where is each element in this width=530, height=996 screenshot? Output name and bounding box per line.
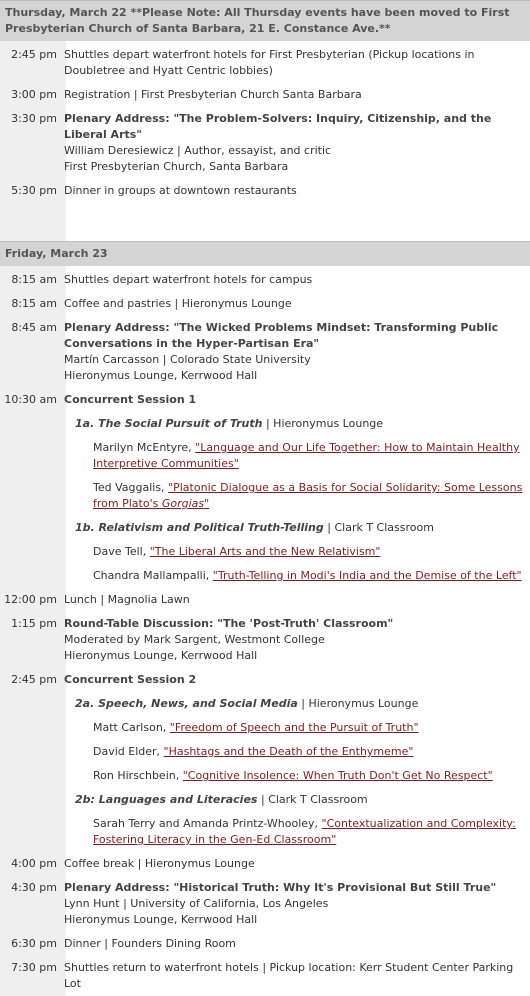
event-location: First Presbyterian Church, Santa Barbara (64, 160, 289, 173)
talk-link[interactable]: "Freedom of Speech and the Pursuit of Truth" (169, 721, 419, 734)
event-row (0, 107, 530, 179)
event-text: Registration | First Presbyterian Church Santa Barbara (64, 88, 362, 101)
subsession-title: 2b: Languages and Literacies (75, 793, 258, 806)
event-title: Plenary Address: "Historical Truth: Why It's Provisional But Still True" (64, 881, 497, 894)
subsession-room: | Clark T Classroom (257, 793, 368, 806)
day-header-thursday: Thursday, March 22 **Please Note: All Thursday events have been moved to First Presbyterian Church of Santa Barbara, 21 E. Constance Ave.** (0, 0, 530, 41)
event-row (0, 292, 530, 316)
event-text: Shuttles return to waterfront hotels | Pickup location: Kerr Student Center Parking Lot (64, 961, 514, 990)
talk-row (0, 476, 530, 516)
event-text: Shuttles depart waterfront hotels for First Presbyterian (Pickup locations in Doubletree and Hyatt Centric lobbies) (64, 48, 475, 77)
event-row (0, 932, 530, 956)
talk-speaker: David Elder, (93, 745, 164, 758)
day-header-friday: Friday, March 23 (0, 241, 530, 266)
event-location: Hieronymus Lounge, Kerrwood Hall (64, 913, 258, 926)
talk-link[interactable]: "The Liberal Arts and the New Relativism" (149, 545, 381, 558)
subsession-row (0, 516, 530, 540)
talk-speaker: Matt Carlson, (93, 721, 170, 734)
talk-speaker: Marilyn McEntyre, (93, 441, 196, 454)
event-title: Plenary Address: "The Wicked Problems Mindset: Transforming Public Conversations in the Hyper-Partisan Era" (64, 321, 499, 350)
talk-link-close[interactable]: " (204, 497, 210, 510)
event-row (0, 612, 530, 668)
event-row (0, 668, 530, 692)
event-time: 8:15 am (11, 273, 57, 286)
event-time: 4:00 pm (11, 857, 57, 870)
talk-link[interactable]: "Truth-Telling in Modi's India and the Demise of the Left" (212, 569, 522, 582)
event-title: Round-Table Discussion: "The 'Post-Truth' Classroom" (64, 617, 394, 630)
event-location: Hieronymus Lounge, Kerrwood Hall (64, 369, 258, 382)
talk-link[interactable]: "Cognitive Insolence: When Truth Don't Get No Respect" (182, 769, 493, 782)
event-time: 2:45 pm (11, 48, 57, 61)
day-thursday (0, 0, 530, 241)
event-row (0, 588, 530, 612)
event-row (0, 316, 530, 388)
event-row (0, 268, 530, 292)
subsession-room: | Hieronymus Lounge (262, 417, 384, 430)
event-row (0, 388, 530, 412)
day-friday (0, 241, 530, 996)
event-speaker: Lynn Hunt | University of California, Los Angeles (64, 897, 329, 910)
event-time: 8:15 am (11, 297, 57, 310)
event-time: 7:30 pm (11, 961, 57, 974)
subsession-row (0, 692, 530, 716)
talk-link[interactable]: "Contextualization and Complexity: Fostering Literacy in the Gen-Ed Classroom" (93, 817, 516, 846)
talk-speaker: Sarah Terry and Amanda Printz-Whooley, (93, 817, 322, 830)
event-row (0, 852, 530, 876)
talk-row (0, 540, 530, 564)
event-time: 1:15 pm (11, 617, 57, 630)
subsession-row (0, 788, 530, 812)
event-time: 3:00 pm (11, 88, 57, 101)
talk-link-text[interactable]: "Platonic Dialogue as a Basis for Social Solidarity: Some Lessons from Plato's (93, 481, 523, 510)
event-speaker: Moderated by Mark Sargent, Westmont College (64, 633, 325, 646)
event-location: Hieronymus Lounge, Kerrwood Hall (64, 649, 258, 662)
talk-link-italic[interactable]: Gorgias (161, 497, 205, 510)
talk-row (0, 564, 530, 588)
event-speaker: Martín Carcasson | Colorado State University (64, 353, 311, 366)
event-row (0, 43, 530, 83)
event-time: 8:45 am (11, 321, 57, 334)
talk-row (0, 812, 530, 852)
talk-speaker: Ted Vaggalis, (93, 481, 169, 494)
event-row (0, 956, 530, 996)
event-text: Lunch | Magnolia Lawn (64, 593, 190, 606)
subsession-title: 1b. Relativism and Political Truth-Telling (75, 521, 324, 534)
talk-link[interactable]: "Language and Our Life Together: How to Maintain Healthy Interpretive Communities" (93, 441, 520, 470)
session-title: Concurrent Session 1 (64, 393, 197, 406)
event-time: 4:30 pm (11, 881, 57, 894)
talk-speaker: Chandra Mallampalli, (93, 569, 213, 582)
event-text: Shuttles depart waterfront hotels for campus (64, 273, 313, 286)
event-time: 12:00 pm (4, 593, 57, 606)
session-title: Concurrent Session 2 (64, 673, 197, 686)
talk-row (0, 436, 530, 476)
talk-row (0, 716, 530, 740)
event-time: 2:45 pm (11, 673, 57, 686)
event-text: Dinner | Founders Dining Room (64, 937, 236, 950)
talk-speaker: Ron Hirschbein, (93, 769, 183, 782)
event-time: 6:30 pm (11, 937, 57, 950)
event-time: 5:30 pm (11, 184, 57, 197)
event-row (0, 179, 530, 203)
event-row (0, 876, 530, 932)
subsession-room: | Clark T Classroom (323, 521, 434, 534)
talk-row (0, 764, 530, 788)
talk-speaker: Dave Tell, (93, 545, 150, 558)
event-time: 10:30 am (4, 393, 57, 406)
subsession-title: 2a. Speech, News, and Social Media (75, 697, 298, 710)
event-time: 3:30 pm (11, 112, 57, 125)
event-speaker: William Deresiewicz | Author, essayist, and critic (64, 144, 332, 157)
event-text: Coffee and pastries | Hieronymus Lounge (64, 297, 292, 310)
talk-link[interactable]: "Hashtags and the Death of the Enthymeme" (163, 745, 414, 758)
event-title: Plenary Address: "The Problem-Solvers: Inquiry, Citizenship, and the Liberal Arts" (64, 112, 492, 141)
subsession-title: 1a. The Social Pursuit of Truth (75, 417, 263, 430)
event-row (0, 83, 530, 107)
event-text: Coffee break | Hieronymus Lounge (64, 857, 255, 870)
subsession-room: | Hieronymus Lounge (297, 697, 419, 710)
talk-row (0, 740, 530, 764)
event-text: Dinner in groups at downtown restaurants (64, 184, 297, 197)
subsession-row (0, 412, 530, 436)
